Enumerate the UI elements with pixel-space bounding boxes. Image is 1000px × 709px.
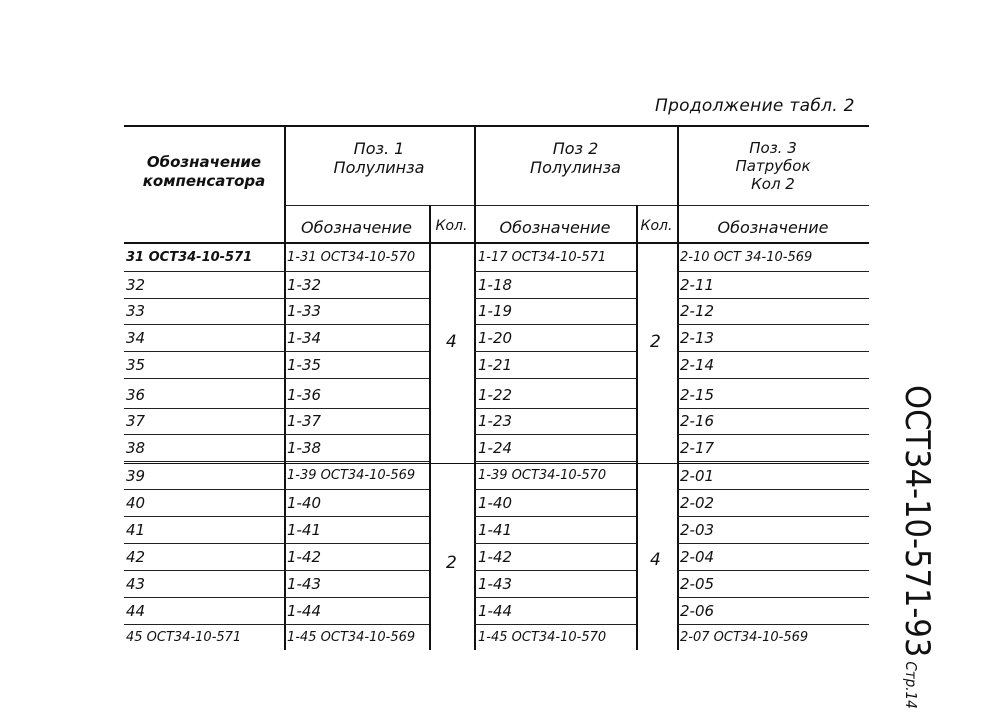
cell-p1: 1-37 bbox=[287, 412, 322, 430]
cell-p3: 2-14 bbox=[680, 356, 715, 374]
row-rule bbox=[124, 324, 284, 325]
cell-p3: 2-01 bbox=[680, 467, 715, 485]
cell-comp: 39 bbox=[126, 467, 146, 485]
cell-p3: 2-17 bbox=[680, 439, 715, 457]
cell-p2: 1-24 bbox=[478, 439, 513, 457]
cell-comp: 37 bbox=[126, 412, 146, 430]
row-rule bbox=[284, 461, 429, 462]
header-pos2: Поз 2 Полулинза bbox=[530, 139, 621, 177]
row-rule bbox=[284, 543, 429, 544]
row-rule bbox=[284, 298, 429, 299]
cell-p3: 2-12 bbox=[680, 302, 715, 320]
row-rule bbox=[677, 570, 869, 571]
row-rule bbox=[677, 378, 869, 379]
cell-p1: 1-31 ОСТ34-10-570 bbox=[287, 250, 416, 265]
cell-comp: 45 ОСТ34-10-571 bbox=[126, 630, 242, 645]
header-pos1: Поз. 1 Полулинза bbox=[333, 139, 425, 177]
row-rule bbox=[124, 378, 284, 379]
qty-pos1-group2: 2 bbox=[446, 553, 457, 573]
qty-pos2-group1: 2 bbox=[650, 332, 661, 352]
row-rule bbox=[124, 570, 284, 571]
row-rule bbox=[677, 408, 869, 409]
row-rule bbox=[474, 461, 636, 462]
row-rule bbox=[677, 597, 869, 598]
row-rule bbox=[124, 434, 284, 435]
cell-comp: 44 bbox=[126, 602, 146, 620]
row-rule bbox=[677, 351, 869, 352]
row-rule bbox=[284, 516, 429, 517]
cell-p2: 1-17 ОСТ34-10-571 bbox=[478, 250, 607, 265]
cell-comp: 42 bbox=[126, 548, 146, 566]
cell-p3: 2-04 bbox=[680, 548, 715, 566]
header-designation: Обозначение компенсатора bbox=[142, 153, 267, 190]
subheader-pos3-designation: Обозначение bbox=[717, 218, 829, 237]
group-divider-rule bbox=[124, 463, 869, 464]
cell-p3: 2-02 bbox=[680, 494, 715, 512]
row-rule bbox=[474, 378, 636, 379]
cell-p3: 2-07 ОСТ34-10-569 bbox=[680, 630, 809, 645]
cell-comp: 35 bbox=[126, 356, 146, 374]
continuation-label: Продолжение табл. 2 bbox=[655, 96, 855, 116]
row-rule bbox=[474, 489, 636, 490]
row-rule bbox=[677, 324, 869, 325]
row-rule bbox=[124, 298, 284, 299]
cell-p2: 1-22 bbox=[478, 386, 513, 404]
cell-p1: 1-40 bbox=[287, 494, 322, 512]
row-rule bbox=[677, 489, 869, 490]
row-rule bbox=[474, 597, 636, 598]
cell-p2: 1-42 bbox=[478, 548, 513, 566]
row-rule bbox=[677, 516, 869, 517]
cell-comp: 32 bbox=[126, 276, 146, 294]
cell-p3: 2-13 bbox=[680, 329, 715, 347]
row-rule bbox=[474, 298, 636, 299]
cell-p3: 2-03 bbox=[680, 521, 715, 539]
row-rule bbox=[284, 271, 429, 272]
row-rule bbox=[677, 434, 869, 435]
row-rule bbox=[284, 597, 429, 598]
cell-comp: 34 bbox=[126, 329, 146, 347]
cell-p2: 1-39 ОСТ34-10-570 bbox=[478, 468, 607, 483]
row-rule bbox=[474, 570, 636, 571]
row-rule bbox=[124, 489, 284, 490]
table-top-rule bbox=[124, 125, 869, 127]
cell-p2: 1-44 bbox=[478, 602, 513, 620]
row-rule bbox=[677, 298, 869, 299]
row-rule bbox=[474, 324, 636, 325]
cell-p2: 1-20 bbox=[478, 329, 513, 347]
cell-comp: 33 bbox=[126, 302, 146, 320]
subheader-pos1-qty: Кол. bbox=[435, 218, 468, 234]
qty-pos1-group1: 4 bbox=[446, 332, 457, 352]
cell-comp: 43 bbox=[126, 575, 146, 593]
row-rule bbox=[284, 489, 429, 490]
components-table bbox=[124, 125, 869, 650]
qty-pos2-group2: 4 bbox=[650, 550, 661, 570]
cell-p3: 2-11 bbox=[680, 276, 715, 294]
row-rule bbox=[124, 408, 284, 409]
row-rule bbox=[124, 351, 284, 352]
row-rule bbox=[124, 271, 284, 272]
row-rule bbox=[474, 543, 636, 544]
row-rule bbox=[284, 570, 429, 571]
row-rule bbox=[284, 624, 429, 625]
row-rule bbox=[677, 461, 869, 462]
row-rule bbox=[474, 408, 636, 409]
document-code-vertical bbox=[897, 385, 937, 709]
row-rule bbox=[124, 516, 284, 517]
cell-p3: 2-10 ОСТ 34-10-569 bbox=[680, 250, 813, 265]
cell-p1: 1-32 bbox=[287, 276, 322, 294]
cell-p2: 1-18 bbox=[478, 276, 513, 294]
col-divider-2 bbox=[429, 205, 431, 650]
subheader-pos2-qty: Кол. bbox=[640, 218, 673, 234]
cell-comp: 41 bbox=[126, 521, 146, 539]
row-rule bbox=[124, 543, 284, 544]
row-rule bbox=[124, 597, 284, 598]
row-rule bbox=[677, 543, 869, 544]
cell-comp: 40 bbox=[126, 494, 146, 512]
row-rule bbox=[284, 378, 429, 379]
cell-p1: 1-42 bbox=[287, 548, 322, 566]
col-divider-4 bbox=[636, 205, 638, 650]
row-rule bbox=[474, 516, 636, 517]
row-rule bbox=[284, 408, 429, 409]
cell-p1: 1-35 bbox=[287, 356, 322, 374]
subheader-pos2-designation: Обозначение bbox=[499, 218, 611, 237]
cell-p1: 1-43 bbox=[287, 575, 322, 593]
row-rule bbox=[474, 351, 636, 352]
cell-p1: 1-36 bbox=[287, 386, 322, 404]
cell-p3: 2-15 bbox=[680, 386, 715, 404]
row-rule bbox=[124, 624, 284, 625]
cell-p1: 1-33 bbox=[287, 302, 322, 320]
cell-comp: 38 bbox=[126, 439, 146, 457]
cell-p2: 1-40 bbox=[478, 494, 513, 512]
cell-comp: 31 ОСТ34-10-571 bbox=[126, 250, 253, 265]
col-divider-3 bbox=[474, 125, 476, 650]
cell-comp: 36 bbox=[126, 386, 146, 404]
cell-p3: 2-06 bbox=[680, 602, 715, 620]
row-rule bbox=[124, 461, 284, 462]
cell-p2: 1-45 ОСТ34-10-570 bbox=[478, 630, 607, 645]
document-code: ОСТ34-10-571-93 bbox=[897, 385, 937, 658]
row-rule bbox=[677, 624, 869, 625]
row-rule bbox=[284, 351, 429, 352]
cell-p1: 1-45 ОСТ34-10-569 bbox=[287, 630, 416, 645]
row-rule bbox=[474, 271, 636, 272]
row-rule bbox=[284, 434, 429, 435]
cell-p2: 1-19 bbox=[478, 302, 513, 320]
cell-p1: 1-38 bbox=[287, 439, 322, 457]
row-rule bbox=[474, 434, 636, 435]
cell-p2: 1-41 bbox=[478, 521, 513, 539]
cell-p1: 1-39 ОСТ34-10-569 bbox=[287, 468, 416, 483]
subheader-rule bbox=[284, 205, 869, 206]
col-divider-5 bbox=[677, 125, 679, 650]
cell-p1: 1-41 bbox=[287, 521, 322, 539]
header-pos3: Поз. 3 Патрубок Кол 2 bbox=[735, 139, 811, 193]
cell-p1: 1-44 bbox=[287, 602, 322, 620]
row-rule bbox=[677, 271, 869, 272]
row-rule bbox=[474, 624, 636, 625]
cell-p1: 1-34 bbox=[287, 329, 322, 347]
cell-p3: 2-05 bbox=[680, 575, 715, 593]
cell-p2: 1-23 bbox=[478, 412, 513, 430]
cell-p2: 1-43 bbox=[478, 575, 513, 593]
cell-p2: 1-21 bbox=[478, 356, 513, 374]
row-rule bbox=[284, 324, 429, 325]
header-bottom-rule bbox=[124, 242, 869, 244]
subheader-pos1-designation: Обозначение bbox=[300, 218, 413, 237]
col-divider-1 bbox=[284, 125, 286, 650]
page-number: Стр.14 bbox=[902, 661, 920, 709]
cell-p3: 2-16 bbox=[680, 412, 715, 430]
